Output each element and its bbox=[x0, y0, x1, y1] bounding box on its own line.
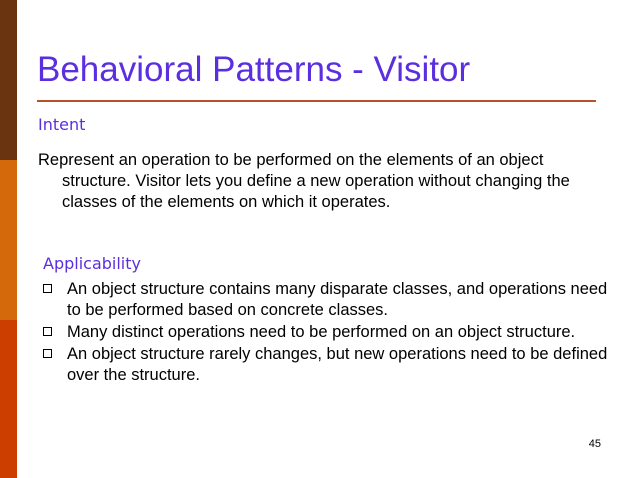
square-bullet-icon bbox=[43, 349, 52, 358]
side-bar-bottom-segment bbox=[0, 320, 17, 478]
list-item-text: An object structure rarely changes, but new operations need to be defined over the structure. bbox=[67, 345, 608, 384]
applicability-heading: Applicability bbox=[43, 254, 141, 273]
page-number: 45 bbox=[588, 438, 601, 450]
square-bullet-icon bbox=[43, 327, 52, 336]
list-item bbox=[43, 344, 608, 386]
intent-text: Represent an operation to be performed on the elements of an object structure. Visitor lets you define a new operation without changing the classes of the elements on which it operates. bbox=[38, 151, 570, 211]
list-item-text: Many distinct operations need to be performed on an object structure. bbox=[67, 323, 576, 341]
list-item bbox=[43, 322, 608, 343]
square-bullet-icon bbox=[43, 284, 52, 293]
slide-title: Behavioral Patterns - Visitor bbox=[37, 50, 471, 89]
applicability-list bbox=[43, 279, 608, 387]
list-item bbox=[43, 279, 608, 321]
title-divider bbox=[37, 100, 596, 102]
side-accent-bar bbox=[0, 0, 17, 478]
intent-heading: Intent bbox=[38, 115, 86, 134]
side-bar-middle-segment bbox=[0, 160, 17, 320]
side-bar-top-segment bbox=[0, 0, 17, 160]
list-item-text: An object structure contains many disparate classes, and operations need to be performed based on concrete classes. bbox=[67, 280, 608, 319]
